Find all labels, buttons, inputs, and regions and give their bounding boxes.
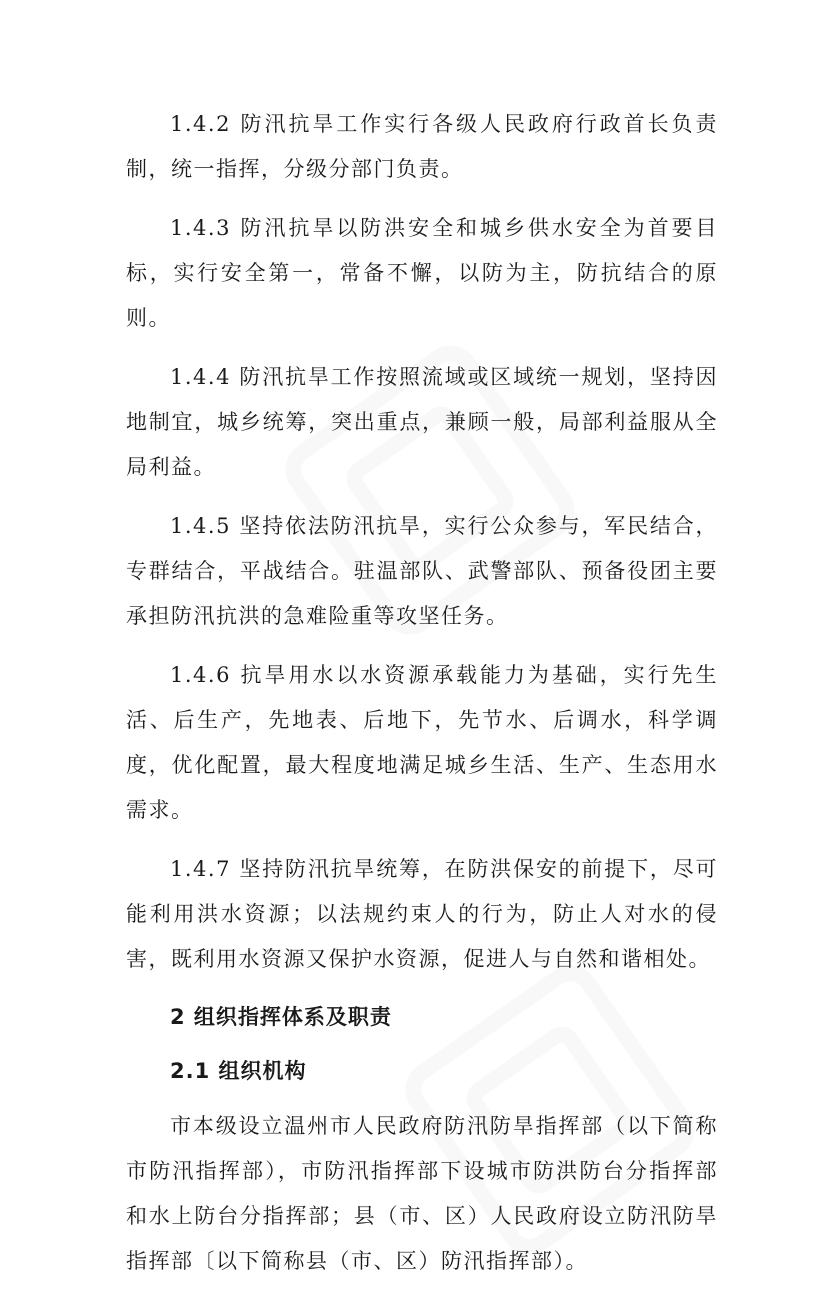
paragraph-1-4-7: 1.4.7 坚持防汛抗旱统筹，在防洪保安的前提下，尽可能利用洪水资源；以法规约束人的行为，防止人对水的侵害，既利用水资源又保护水资源，促进人与自然和谐相处。 xyxy=(126,857,718,971)
paragraph-1-4-2: 1.4.2 防汛抗旱工作实行各级人民政府行政首长负责制，统一指挥，分级分部门负责。 xyxy=(126,112,718,181)
paragraph-2-1: 市本级设立温州市人民政府防汛防旱指挥部（以下简称市防汛指挥部），市防汛指挥部下设城市防洪防台分指挥部和水上防台分指挥部；县（市、区）人民政府设立防汛防旱指挥部〔以下简称县（市、区）防汛指挥部）。 xyxy=(126,1114,718,1273)
section-heading-2-1: 2.1 组织机构 xyxy=(170,1059,307,1083)
paragraph-1-4-3: 1.4.3 防汛抗旱以防洪安全和城乡供水安全为首要目标，实行安全第一，常备不懈，以防为主，防抗结合的原则。 xyxy=(126,216,718,330)
paragraph-1-4-6: 1.4.6 抗旱用水以水资源承载能力为基础，实行先生活、后生产，先地表、后地下，先节水、后调水，科学调度，优化配置，最大程度地满足城乡生活、生产、生态用水需求。 xyxy=(126,663,718,822)
section-heading-2: 2 组织指挥体系及职责 xyxy=(170,1005,392,1029)
paragraph-1-4-4: 1.4.4 防汛抗旱工作按照流域或区域统一规划，坚持因地制宜，城乡统筹，突出重点，兼顾一般，局部利益服从全局利益。 xyxy=(126,365,718,479)
paragraph-1-4-5: 1.4.5 坚持依法防汛抗旱，实行公众参与，军民结合，专群结合，平战结合。驻温部队、武警部队、预备役团主要承担防汛抗洪的急难险重等攻坚任务。 xyxy=(126,514,718,628)
document-body xyxy=(126,102,718,1298)
